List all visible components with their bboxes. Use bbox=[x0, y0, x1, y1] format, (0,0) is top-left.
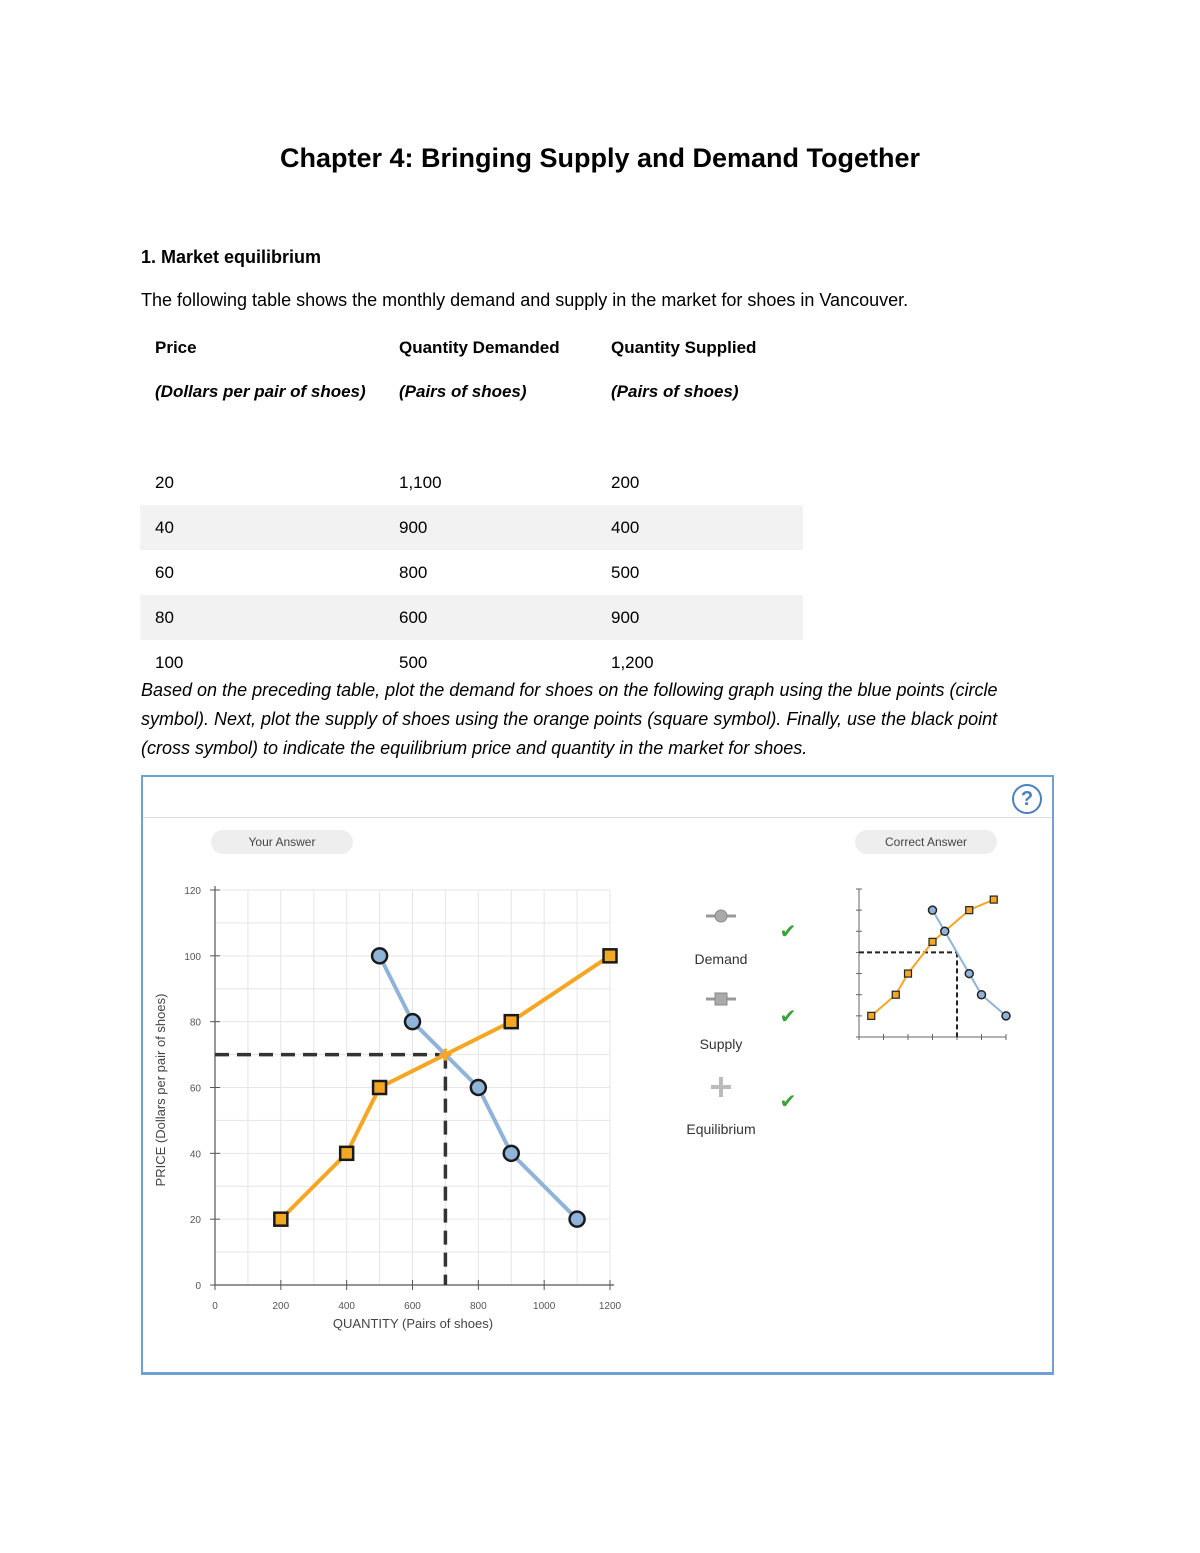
x-tick-label: 800 bbox=[469, 1301, 487, 1312]
mini-supply-point bbox=[929, 938, 936, 945]
graph-widget bbox=[141, 775, 1054, 1375]
table-cell: 60 bbox=[155, 562, 174, 582]
unit-price: (Dollars per pair of shoes) bbox=[155, 382, 366, 401]
table-cell: 900 bbox=[399, 517, 428, 537]
supply-point[interactable] bbox=[373, 1081, 386, 1094]
mini-supply-point bbox=[990, 896, 997, 903]
mini-supply-point bbox=[966, 907, 973, 914]
demand-point[interactable] bbox=[405, 1014, 420, 1029]
instructions-text: Based on the preceding table, plot the demand for shoes on the following graph using the blue points (circle symbol). Next, plot the supply of shoes using the orange points (square symbol). Finally, use the black point (cross symbol) to indicate the equilibrium price and quantity in the market for shoes. bbox=[141, 680, 998, 758]
demand-point[interactable] bbox=[504, 1146, 519, 1161]
table-row bbox=[140, 550, 803, 595]
legend-demand-label: Demand bbox=[694, 951, 748, 967]
mini-supply-line bbox=[871, 900, 994, 1016]
demand-point[interactable] bbox=[372, 948, 387, 963]
supply-check-icon: ✔ bbox=[779, 1006, 797, 1028]
mini-demand-point bbox=[978, 991, 986, 999]
x-tick-label: 0 bbox=[212, 1301, 218, 1312]
table-cell: 600 bbox=[399, 607, 428, 627]
mini-demand-point bbox=[965, 970, 973, 978]
data-table bbox=[140, 325, 803, 685]
header-price: Price bbox=[155, 337, 197, 357]
table-units-row bbox=[140, 370, 803, 460]
intro-text: The following table shows the monthly demand and supply in the market for shoes in Vancouver. bbox=[141, 290, 909, 310]
table-cell: 900 bbox=[611, 607, 640, 627]
y-tick-label: 120 bbox=[184, 886, 201, 897]
legend-supply-label: Supply bbox=[699, 1036, 743, 1052]
x-axis-label: QUANTITY (Pairs of shoes) bbox=[332, 1316, 494, 1331]
unit-quantity-demanded: (Pairs of shoes) bbox=[399, 382, 527, 401]
help-icon[interactable]: ? bbox=[1012, 784, 1042, 814]
page-title: Chapter 4: Bringing Supply and Demand Together bbox=[279, 143, 921, 173]
your-answer-tab[interactable]: Your Answer bbox=[211, 830, 353, 854]
table-row bbox=[140, 595, 803, 640]
legend-supply-tool[interactable] bbox=[706, 993, 736, 1005]
x-tick-label: 600 bbox=[404, 1301, 421, 1312]
mini-supply-point bbox=[905, 970, 912, 977]
table-row bbox=[140, 460, 803, 505]
x-tick-label: 1200 bbox=[598, 1301, 622, 1312]
mini-supply-point bbox=[892, 991, 899, 998]
supply-tool-icon bbox=[715, 993, 727, 1005]
section-heading: 1. Market equilibrium bbox=[141, 247, 322, 267]
table-cell: 800 bbox=[399, 562, 428, 582]
y-tick-label: 20 bbox=[189, 1215, 201, 1227]
table-cell: 80 bbox=[155, 607, 174, 627]
y-tick-label: 100 bbox=[184, 951, 201, 963]
table-cell: 40 bbox=[155, 517, 174, 537]
demand-point[interactable] bbox=[471, 1080, 486, 1095]
supply-point[interactable] bbox=[340, 1147, 353, 1160]
table-cell: 400 bbox=[611, 517, 640, 537]
table-cell: 200 bbox=[611, 472, 640, 492]
table-cell: 20 bbox=[155, 472, 174, 492]
demand-point[interactable] bbox=[570, 1212, 585, 1227]
y-tick-label: 80 bbox=[189, 1017, 201, 1029]
header-quantity-demanded: Quantity Demanded bbox=[399, 337, 560, 357]
x-tick-label: 200 bbox=[272, 1301, 290, 1312]
y-tick-label: 40 bbox=[189, 1149, 201, 1161]
table-cell: 500 bbox=[399, 652, 428, 672]
demand-tool-icon bbox=[715, 910, 727, 922]
mini-supply-point bbox=[868, 1012, 875, 1019]
x-tick-label: 1000 bbox=[533, 1301, 556, 1312]
equilibrium-tool-icon bbox=[711, 1077, 731, 1097]
supply-point[interactable] bbox=[274, 1213, 287, 1226]
mini-demand-point bbox=[1002, 1012, 1010, 1020]
table-cell: 1,200 bbox=[611, 652, 654, 672]
table-cell: 1,100 bbox=[399, 472, 442, 492]
table-cell: 100 bbox=[155, 652, 184, 672]
legend bbox=[686, 910, 796, 1137]
mini-demand-point bbox=[929, 906, 937, 914]
header-quantity-supplied: Quantity Supplied bbox=[611, 337, 757, 357]
chart-axes bbox=[184, 886, 621, 1312]
table-row bbox=[140, 505, 803, 550]
supply-point[interactable] bbox=[604, 949, 617, 962]
unit-quantity-supplied: (Pairs of shoes) bbox=[611, 382, 739, 401]
supply-point[interactable] bbox=[505, 1015, 518, 1028]
main-chart[interactable] bbox=[143, 777, 1052, 1372]
y-tick-label: 60 bbox=[189, 1083, 201, 1095]
legend-demand-tool[interactable] bbox=[706, 910, 736, 922]
equilibrium-check-icon: ✔ bbox=[779, 1091, 797, 1113]
correct-answer-chart bbox=[856, 889, 1010, 1040]
mini-demand-line bbox=[933, 910, 1007, 1016]
legend-equilibrium-label: Equilibrium bbox=[686, 1121, 756, 1137]
table-cell: 500 bbox=[611, 562, 640, 582]
correct-answer-tab[interactable]: Correct Answer bbox=[855, 830, 997, 854]
legend-equilibrium-tool[interactable] bbox=[711, 1077, 731, 1097]
x-tick-label: 400 bbox=[338, 1301, 356, 1312]
y-axis-label: PRICE (Dollars per pair of shoes) bbox=[153, 993, 168, 1187]
y-tick-label: 0 bbox=[195, 1281, 201, 1292]
demand-check-icon: ✔ bbox=[779, 921, 797, 943]
mini-demand-point bbox=[941, 927, 949, 935]
table-header-row bbox=[140, 325, 803, 370]
